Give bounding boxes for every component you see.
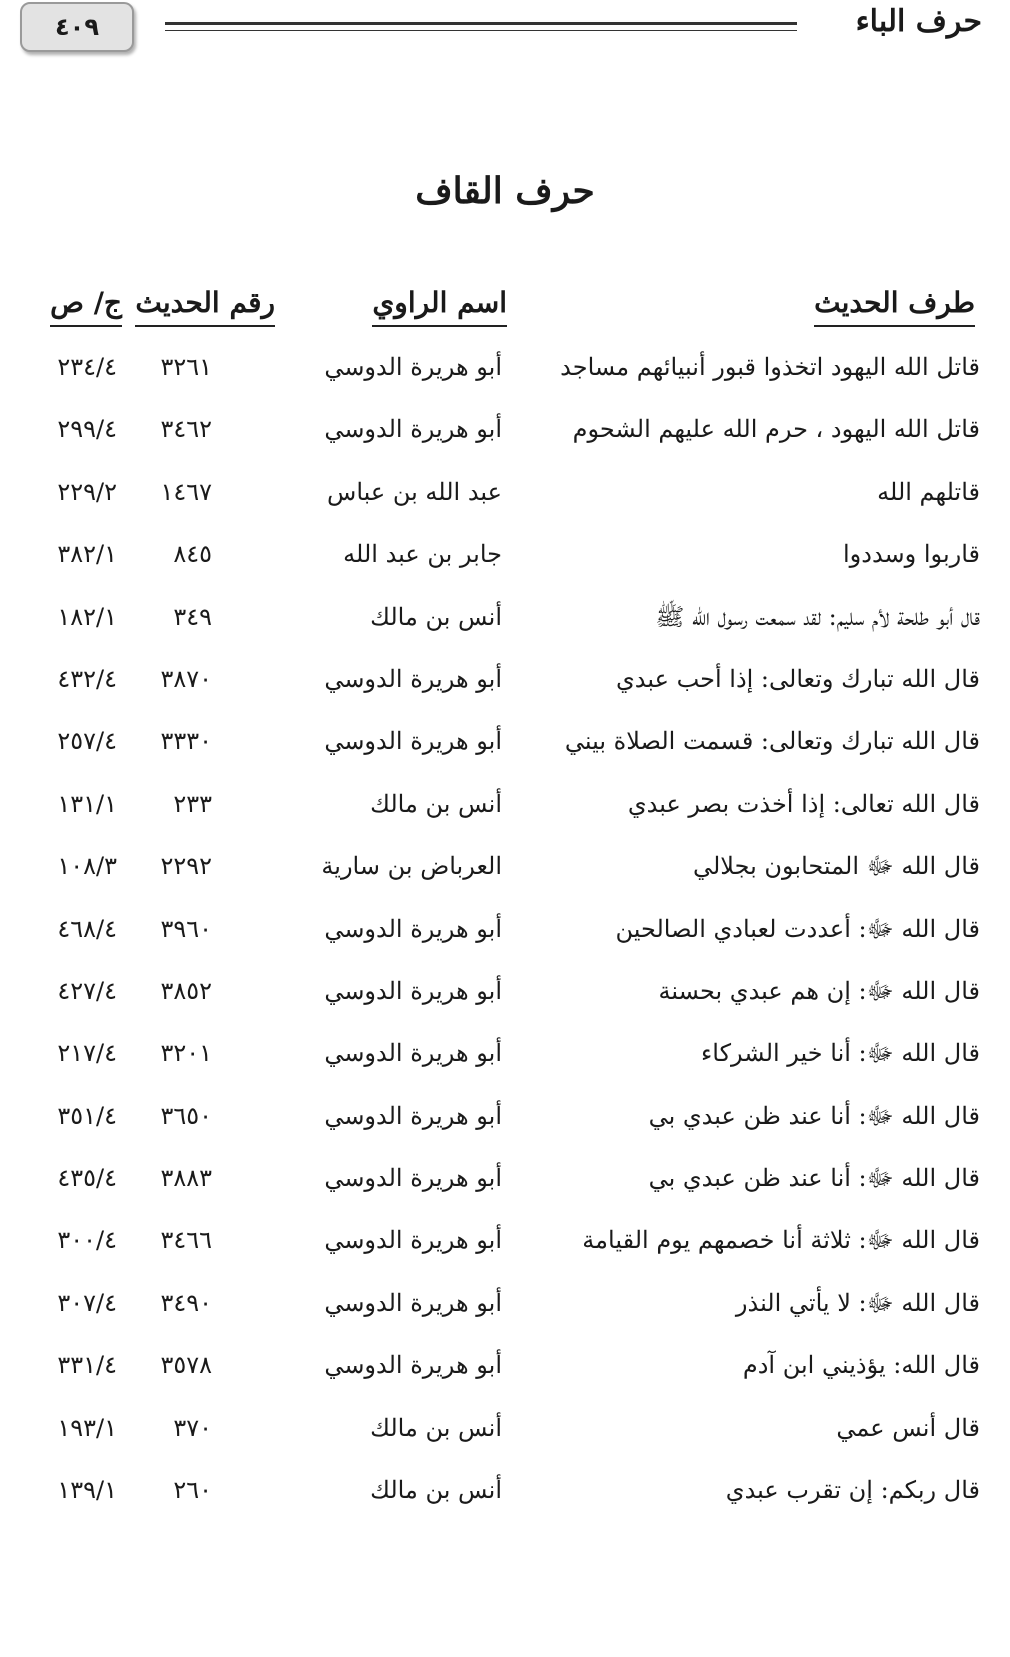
volume-page-ref: ٤٣٥/٤ (57, 1164, 117, 1193)
hadith-number: ٣٨٥٢ (160, 976, 212, 1005)
volume-page-ref: ٢٣٤/٤ (57, 353, 117, 381)
narrator-name: عبد الله بن عباس (327, 477, 502, 506)
narrator-name: أبو هريرة الدوسي (324, 727, 502, 756)
hadith-text: قال الله ﷻ: إن هم عبدي بحسنة (658, 976, 980, 1005)
hadith-number: ٣٣٣٠ (160, 727, 212, 756)
hadith-number: ٢٣٣ (173, 789, 212, 818)
volume-page-ref: ٤٢٧/٤ (57, 976, 117, 1005)
table-row (0, 974, 1010, 1036)
volume-page-ref: ٤٣٢/٤ (57, 664, 117, 693)
page-number: ٤٠٩ (20, 2, 134, 52)
table-row (0, 1348, 1010, 1410)
hadith-text: قال الله ﷻ: أنا عند ظن عبدي بي (648, 1164, 980, 1193)
column-header-hadith: طرف الحديث (814, 286, 975, 327)
narrator-name: أبو هريرة الدوسي (324, 1226, 502, 1255)
hadith-number: ٣٤٦٢ (160, 415, 212, 444)
table-row (0, 537, 1010, 599)
hadith-text: قال الله تعالى: إذا أخذت بصر عبدي (627, 789, 980, 818)
hadith-text: قال أبو طلحة لأم سليم: لقد سمعت رسول الله ﷺ (655, 602, 980, 631)
narrator-name: أنس بن مالك (370, 1413, 502, 1442)
hadith-number: ١٤٦٧ (160, 477, 212, 506)
table-row (0, 662, 1010, 724)
table-row (0, 1099, 1010, 1161)
hadith-number: ٢٢٩٢ (160, 852, 212, 881)
hadith-number: ٣٨٨٣ (160, 1164, 212, 1193)
header-rule (165, 22, 797, 25)
volume-page-ref: ١٨٢/١ (57, 602, 117, 631)
hadith-number: ٢٦٠ (173, 1476, 212, 1505)
column-header-rawi: اسم الراوي (372, 286, 507, 327)
hadith-text: قال ربكم: إن تقرب عبدي (725, 1476, 980, 1505)
hadith-text: قال أنس عمي (836, 1413, 980, 1442)
chapter-title: حرف الباء (855, 4, 982, 39)
column-header-number: رقم الحديث (135, 286, 275, 327)
hadith-text: قال الله تبارك وتعالى: إذا أحب عبدي (616, 664, 980, 693)
narrator-name: أنس بن مالك (370, 789, 502, 818)
hadith-number: ٣٤٩ (173, 602, 212, 631)
hadith-number: ٣٢٠١ (160, 1039, 212, 1068)
table-row (0, 600, 1010, 662)
table-row (0, 1036, 1010, 1098)
volume-page-ref: ١٠٨/٣ (57, 852, 117, 881)
hadith-text: قال الله ﷻ: أنا خير الشركاء (701, 1039, 980, 1068)
hadith-text: قاربوا وسددوا (843, 540, 980, 569)
narrator-name: أنس بن مالك (370, 602, 502, 631)
hadith-text: قال الله ﷻ: أعددت لعبادي الصالحين (615, 914, 980, 943)
hadith-text: قال الله ﷻ المتحابون بجلالي (692, 852, 980, 881)
table-row (0, 1223, 1010, 1285)
hadith-number: ٨٤٥ (173, 540, 212, 569)
volume-page-ref: ١٣٩/١ (57, 1476, 117, 1505)
volume-page-ref: ٣٠٠/٤ (57, 1226, 117, 1255)
narrator-name: أبو هريرة الدوسي (324, 353, 502, 381)
hadith-number: ٣٢٦١ (160, 353, 212, 381)
hadith-number: ٣٨٧٠ (160, 664, 212, 693)
hadith-text: قال الله ﷻ: أنا عند ظن عبدي بي (648, 1101, 980, 1130)
hadith-number: ٣٩٦٠ (160, 914, 212, 943)
volume-page-ref: ١٣١/١ (57, 789, 117, 818)
hadith-number: ٣٦٥٠ (160, 1101, 212, 1130)
hadith-text: قال الله تبارك وتعالى: قسمت الصلاة بيني (564, 727, 980, 756)
volume-page-ref: ٢١٧/٤ (57, 1039, 117, 1068)
narrator-name: أبو هريرة الدوسي (324, 1039, 502, 1068)
volume-page-ref: ٣٨٢/١ (57, 540, 117, 569)
hadith-number: ٣٤٩٠ (160, 1288, 212, 1317)
narrator-name: أنس بن مالك (370, 1476, 502, 1505)
narrator-name: أبو هريرة الدوسي (324, 1101, 502, 1130)
table-row (0, 475, 1010, 537)
hadith-number: ٣٧٠ (173, 1413, 212, 1442)
column-header-ref: ج/ ص (50, 286, 122, 327)
volume-page-ref: ١٩٣/١ (57, 1413, 117, 1442)
hadith-index-table (0, 350, 1010, 1535)
narrator-name: أبو هريرة الدوسي (324, 914, 502, 943)
hadith-text: قال الله: يؤذيني ابن آدم (742, 1351, 980, 1380)
hadith-text: قال الله ﷻ: ثلاثة أنا خصمهم يوم القيامة (582, 1226, 980, 1255)
header-rule-thin (165, 30, 797, 31)
hadith-text: قاتل الله اليهود اتخذوا قبور أنبيائهم مساجد (560, 353, 980, 381)
volume-page-ref: ٢٥٧/٤ (57, 727, 117, 756)
volume-page-ref: ٢٢٩/٢ (57, 477, 117, 506)
section-title: حرف القاف (415, 170, 595, 212)
hadith-number: ٣٥٧٨ (160, 1351, 212, 1380)
volume-page-ref: ٣٣١/٤ (57, 1351, 117, 1380)
narrator-name: أبو هريرة الدوسي (324, 1164, 502, 1193)
narrator-name: أبو هريرة الدوسي (324, 1288, 502, 1317)
table-row (0, 787, 1010, 849)
narrator-name: أبو هريرة الدوسي (324, 976, 502, 1005)
narrator-name: أبو هريرة الدوسي (324, 1351, 502, 1380)
narrator-name: أبو هريرة الدوسي (324, 415, 502, 444)
narrator-name: العرباض بن سارية (321, 852, 502, 881)
hadith-number: ٣٤٦٦ (160, 1226, 212, 1255)
table-row (0, 1161, 1010, 1223)
table-row (0, 1473, 1010, 1535)
table-row (0, 724, 1010, 786)
table-row (0, 1286, 1010, 1348)
hadith-text: قاتل الله اليهود ، حرم الله عليهم الشحوم (572, 415, 980, 444)
volume-page-ref: ٢٩٩/٤ (57, 415, 117, 444)
table-row (0, 849, 1010, 911)
narrator-name: جابر بن عبد الله (343, 540, 502, 569)
table-row (0, 912, 1010, 974)
volume-page-ref: ٣٠٧/٤ (57, 1288, 117, 1317)
narrator-name: أبو هريرة الدوسي (324, 664, 502, 693)
table-row (0, 1411, 1010, 1473)
volume-page-ref: ٤٦٨/٤ (57, 914, 117, 943)
table-row (0, 412, 1010, 474)
hadith-text: قاتلهم الله (877, 477, 980, 506)
volume-page-ref: ٣٥١/٤ (57, 1101, 117, 1130)
hadith-text: قال الله ﷻ: لا يأتي النذر (735, 1288, 980, 1317)
table-row (0, 350, 1010, 412)
